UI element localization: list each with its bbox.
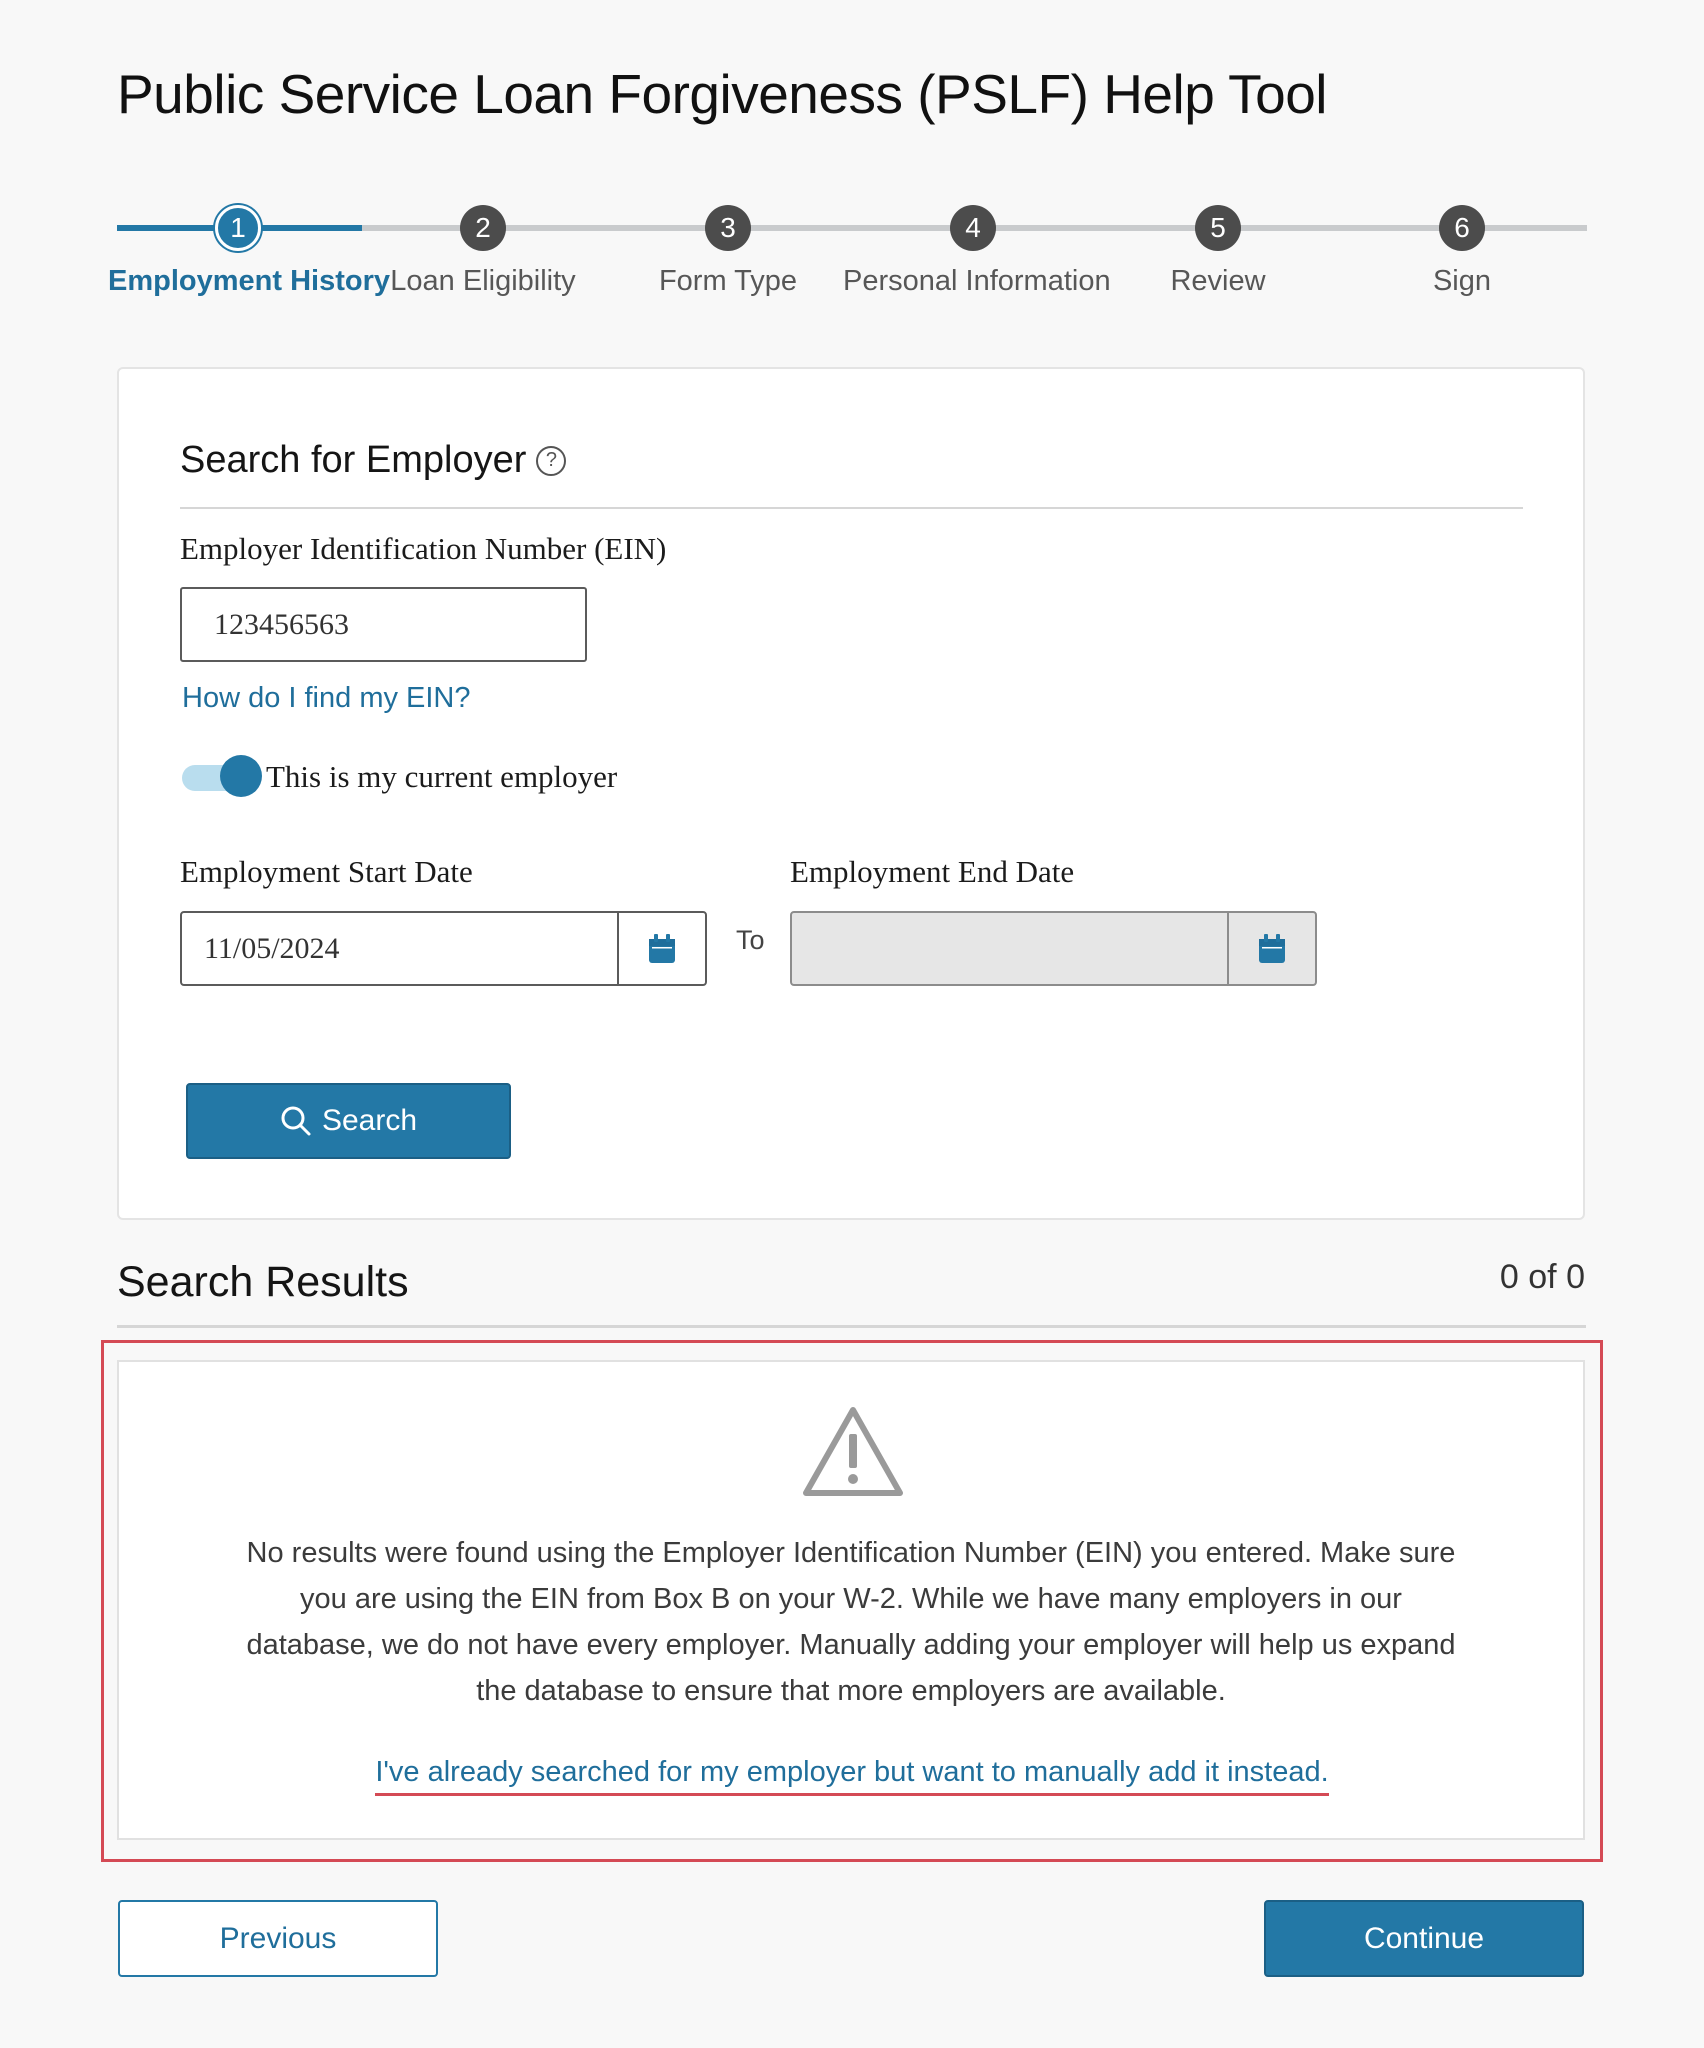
ein-label: Employer Identification Number (EIN) <box>180 531 667 566</box>
step-number: 4 <box>950 205 996 251</box>
calendar-icon <box>1258 934 1286 964</box>
step-number: 6 <box>1439 205 1485 251</box>
results-count: 0 of 0 <box>1499 1258 1585 1296</box>
divider <box>117 1325 1586 1328</box>
progress-stepper <box>108 200 1587 310</box>
search-button[interactable] <box>186 1083 511 1159</box>
step-number: 2 <box>460 205 506 251</box>
continue-button[interactable]: Continue <box>1264 1900 1584 1977</box>
step-label: Review <box>1170 265 1266 297</box>
end-date-label: Employment End Date <box>790 854 1075 889</box>
search-employer-title: Search for Employer <box>180 439 527 481</box>
start-date-input[interactable]: 11/05/2024 <box>204 931 340 965</box>
find-ein-link[interactable]: How do I find my EIN? <box>182 682 471 714</box>
search-results-title: Search Results <box>117 1258 409 1306</box>
step-employment-history[interactable] <box>108 205 390 298</box>
step-number: 5 <box>1195 205 1241 251</box>
current-employer-toggle[interactable] <box>182 759 264 789</box>
end-date-field <box>790 911 1317 986</box>
question-circle-icon[interactable]: ? <box>536 446 566 476</box>
search-icon <box>280 1105 312 1137</box>
step-sign[interactable] <box>1332 205 1592 298</box>
date-range-to-label: To <box>736 925 765 955</box>
manual-add-link-row <box>0 1756 1704 1796</box>
start-date-field <box>180 911 707 986</box>
no-results-message: No results were found using the Employer Identification Number (EIN) you entered. Make sure you are using the EIN from Box B on your W-2. While we have many employers in our database, we do not have every employer. Manually adding your employer will help us expand the database to ensure that more employers are available. <box>246 1537 1456 1707</box>
current-employer-label: This is my current employer <box>266 759 618 794</box>
search-employer-heading <box>180 439 566 482</box>
toggle-knob <box>220 755 262 797</box>
end-date-calendar-button <box>1227 913 1315 984</box>
search-button-label: Search <box>321 1104 418 1137</box>
step-review[interactable] <box>1088 205 1348 298</box>
ein-input[interactable]: 123456563 <box>180 587 587 662</box>
step-number: 1 <box>215 205 261 251</box>
step-label: Personal Information <box>843 265 1111 297</box>
search-employer-card <box>117 367 1585 1220</box>
step-label: Sign <box>1432 265 1492 297</box>
previous-button[interactable]: Previous <box>118 1900 438 1977</box>
step-label: Loan Eligibility <box>390 265 576 297</box>
step-personal-information[interactable] <box>843 205 1111 298</box>
step-loan-eligibility[interactable] <box>353 205 613 298</box>
step-label: Form Type <box>658 265 798 297</box>
divider <box>180 507 1523 509</box>
start-date-calendar-button[interactable] <box>617 913 705 984</box>
step-number: 3 <box>705 205 751 251</box>
step-label: Employment History <box>108 265 390 297</box>
step-form-type[interactable] <box>598 205 858 298</box>
warning-triangle-icon <box>801 1404 905 1500</box>
start-date-label: Employment Start Date <box>180 854 473 889</box>
calendar-icon <box>648 934 676 964</box>
manual-add-employer-link[interactable]: I've already searched for my employer but want to manually add it instead. <box>375 1756 1328 1796</box>
end-date-input <box>792 913 1227 984</box>
page-title: Public Service Loan Forgiveness (PSLF) Help Tool <box>117 63 1328 125</box>
